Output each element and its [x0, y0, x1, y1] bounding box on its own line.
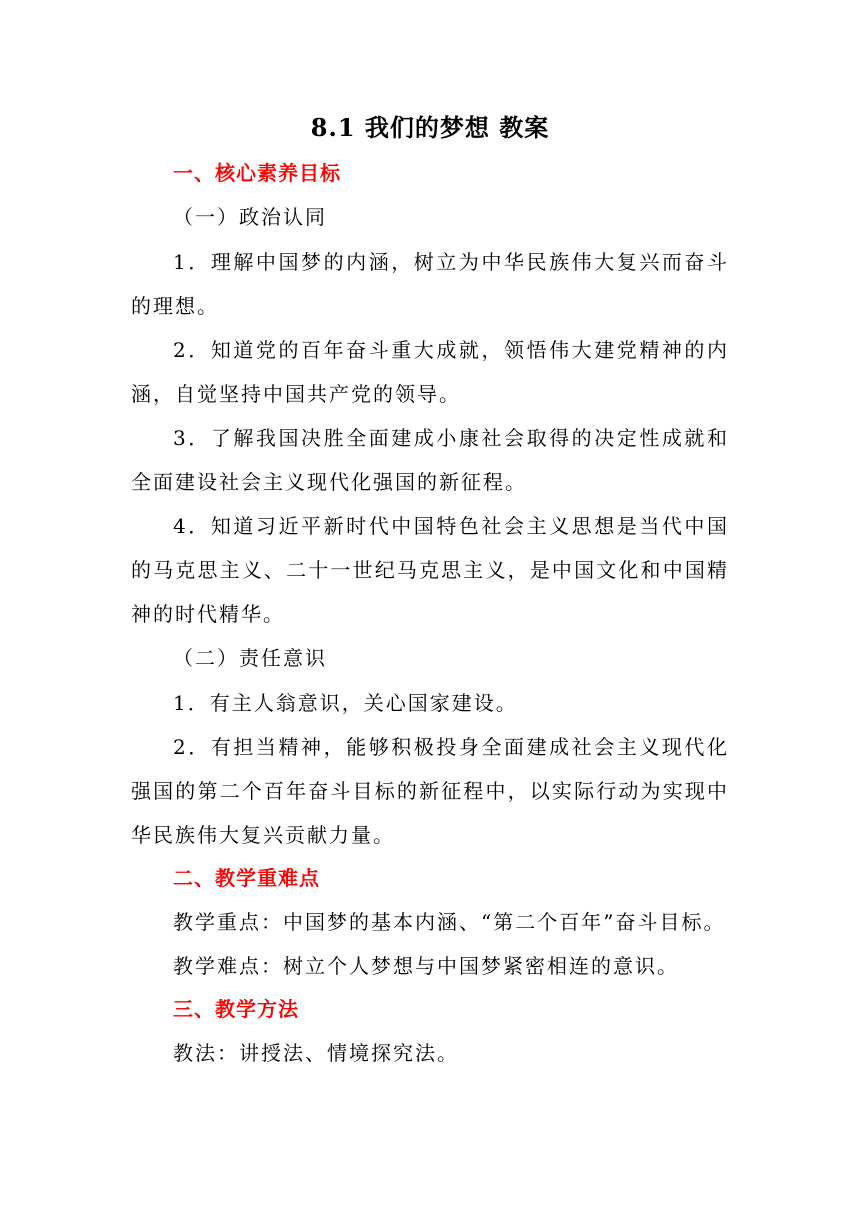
list-item: 2．有担当精神，能够积极投身全面建成社会主义现代化强国的第二个百年奋斗目标的新征程中，以实际行动为实现中华民族伟大复兴贡献力量。	[131, 735, 729, 847]
section-heading-teaching-methods: 三、教学方法	[173, 997, 299, 1021]
section-heading-key-difficult-points: 二、教学重难点	[173, 866, 320, 890]
list-item: 3．了解我国决胜全面建成小康社会取得的决定性成就和全面建设社会主义现代化强国的新征程。	[131, 426, 729, 494]
teaching-method-line: 教法：讲授法、情境探究法。	[173, 1041, 459, 1065]
difficult-point-line: 教学难点：树立个人梦想与中国梦紧密相连的意识。	[173, 954, 679, 978]
key-point-line: 教学重点：中国梦的基本内涵、“第二个百年”奋斗目标。	[173, 910, 726, 934]
list-item: 4．知道习近平新时代中国特色社会主义思想是当代中国的马克思主义、二十一世纪马克思主义，是中国文化和中国精神的时代精华。	[131, 514, 729, 626]
list-item: 2．知道党的百年奋斗重大成就，领悟伟大建党精神的内涵，自觉坚持中国共产党的领导。	[131, 338, 729, 406]
document-title: 8.1 我们的梦想 教案	[310, 113, 550, 142]
list-item: 1．理解中国梦的内涵，树立为中华民族伟大复兴而奋斗的理想。	[131, 250, 729, 318]
list-item: 1．有主人翁意识，关心国家建设。	[173, 691, 518, 715]
document-body	[131, 152, 729, 1075]
section-heading-core-literacy: 一、核心素养目标	[173, 161, 341, 185]
subsection-label-political-identity: （一）政治认同	[173, 205, 327, 229]
subsection-label-responsibility: （二）责任意识	[173, 646, 327, 670]
